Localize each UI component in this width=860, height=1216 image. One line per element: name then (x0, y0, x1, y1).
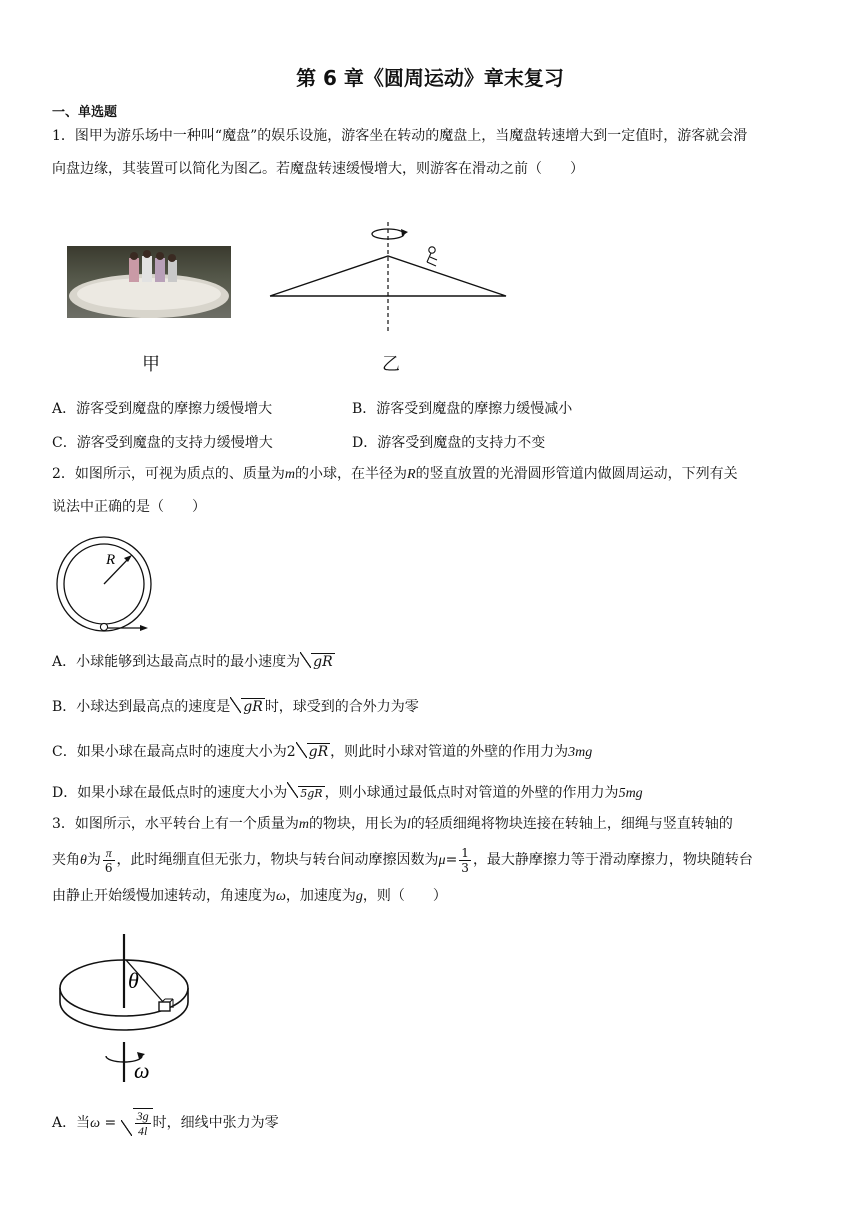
q3-mu-fraction: $\frac{1}{3}$ (461, 845, 469, 875)
q1-stem (52, 120, 812, 186)
q1-option-b: B．游客受到魔盘的摩擦力缓慢减小 (352, 401, 573, 417)
q3-angle-fraction: $\frac{\pi}{6}$ (104, 845, 113, 875)
q2-radius-symbol: R (407, 467, 416, 482)
q1-fig-label-b: 乙 (382, 354, 400, 375)
q2-option-b: B．小球达到最高点的速度是 gR 时，球受到的合外力为零 (52, 699, 419, 715)
q2-mass-symbol: m (284, 467, 296, 482)
q3-figure-turntable (50, 930, 220, 1085)
q3-option-a: A．当ω = $\frac{3g}{4l}$ 时，细线中张力为零 (52, 1109, 279, 1138)
q3-fig-theta-label: θ (128, 968, 139, 993)
q1-fig-label-a: 甲 (142, 354, 160, 375)
q3-fig-omega-label: ω (134, 1058, 150, 1083)
q2-option-d: D．如果小球在最低点时的速度大小为 5gR ，则小球通过最低点时对管道的外壁的作用力为5mg (52, 785, 643, 801)
section-heading: 一、单选题 (52, 105, 118, 120)
q2-fig-radius-label: R (106, 552, 116, 568)
q1-figure-photo (67, 246, 231, 318)
q1-option-a: A．游客受到魔盘的摩擦力缓慢增大 (52, 401, 273, 417)
q1-option-c: C．游客受到魔盘的支持力缓慢增大 (52, 435, 273, 451)
q2-line2: 说法中正确的是（ ） (52, 499, 206, 515)
q3-line3: 由静止开始缓慢加速转动，角速度为ω，加速度为g，则（ ） (52, 888, 447, 904)
q2-sqrt-gR: gR (300, 654, 335, 670)
q3-stem (52, 808, 812, 913)
q2-option-c: C．如果小球在最高点时的速度大小为2 gR ，则此时小球对管道的外壁的作用力为3mg (52, 744, 593, 760)
q2-sqrt-gR: gR (230, 699, 265, 715)
q1-line1: 1．图甲为游乐场中一种叫“魔盘”的娱乐设施，游客坐在转动的魔盘上，当魔盘转速增大到一定值时，游客就会滑 (52, 128, 748, 144)
q3-line1: 3．如图所示，水平转台上有一个质量为m的物块，用长为l的轻质细绳将物块连接在转轴上，细绳与竖直转轴的 (52, 816, 733, 832)
q2-stem (52, 458, 812, 524)
q2-line1: 2．如图所示，可视为质点的、质量为m的小球，在半径为R的竖直放置的光滑圆形管道内做圆周运动，下列有关 (52, 466, 738, 482)
q2-sqrt-gR: gR (296, 744, 331, 760)
q1-line2: 向盘边缘，其装置可以简化为图乙。若魔盘转速缓慢增大，则游客在滑动之前（ ） (52, 161, 584, 177)
q1-option-d: D．游客受到魔盘的支持力不变 (352, 435, 546, 451)
q2-figure-ring (50, 536, 160, 636)
page-title: 第 6 章《圆周运动》章末复习 (296, 66, 564, 90)
q3-sqrt-fraction: $\frac{3g}{4l}$ (121, 1108, 153, 1138)
q1-figure-cone (262, 222, 512, 337)
q2-option-a: A．小球能够到达最高点时的最小速度为 gR (52, 654, 333, 670)
q3-line2: 夹角θ为 $\frac{\pi}{6}$ ，此时绳绷直但无张力，物块与转台间动摩擦因数为μ= $\frac{1}{3}$ ，最大静摩擦力等于滑动摩擦力，物块随转台 (52, 845, 753, 875)
q2-sqrt-5gR: 5gR (287, 787, 324, 800)
